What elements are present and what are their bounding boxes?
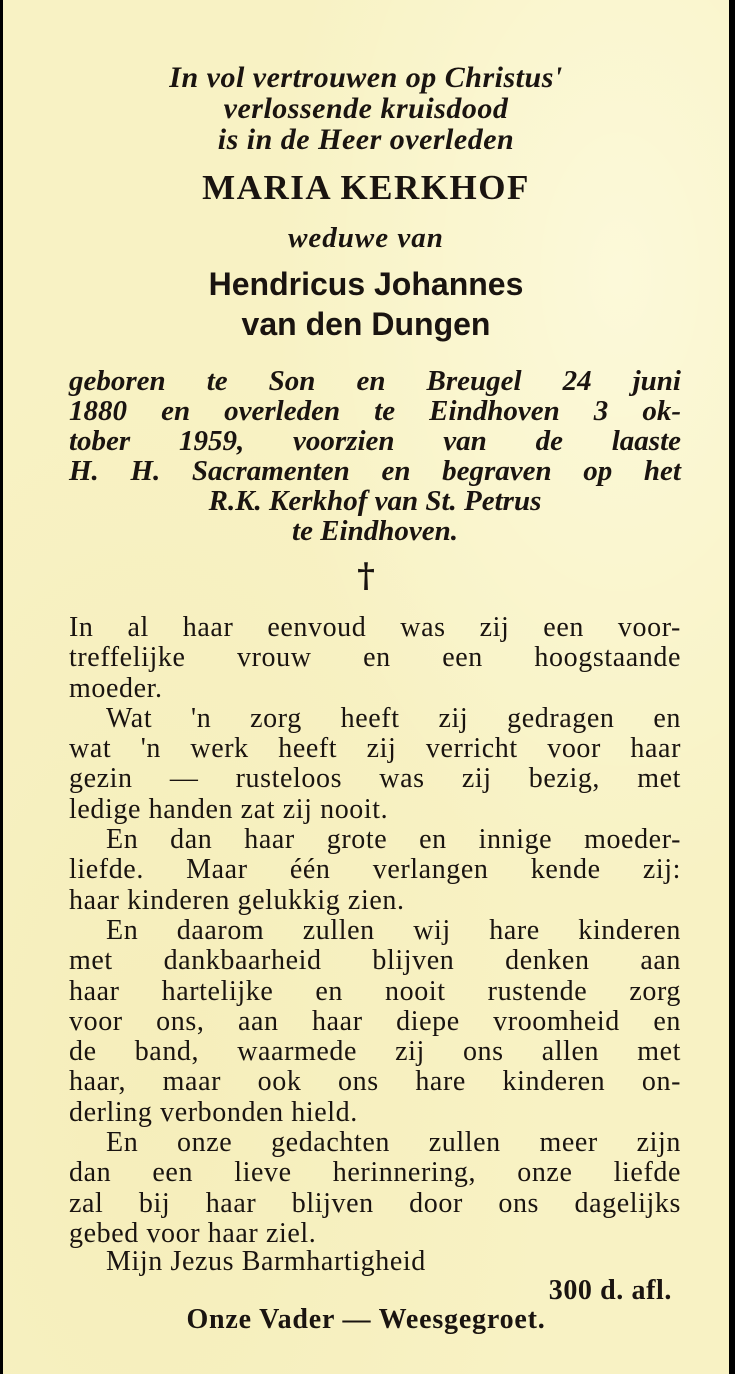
memorial-card	[3, 0, 729, 1374]
eulogy-line: En daarom zullen wij hare kinderen	[106, 914, 681, 946]
eulogy-line: met dankbaarheid blijven denken aan	[69, 945, 681, 977]
eulogy-line: derling verbonden hield.	[69, 1096, 358, 1128]
eulogy-line: En dan haar grote en innige moeder-	[106, 824, 681, 856]
eulogy-line: haar, maar ook ons hare kinderen on-	[69, 1066, 681, 1098]
eulogy-line: In al haar eenvoud was zij een voor-	[69, 612, 681, 643]
eulogy-line: haar hartelijke en nooit rustende zorg	[69, 975, 681, 1007]
husband-name-line: van den Dungen	[241, 306, 491, 342]
eulogy-line: ledige handen zat zij nooit.	[69, 793, 389, 825]
details-line: tober 1959, voorzien van de laaste	[69, 425, 681, 457]
prayers-line: Onze Vader — Weesgegroet.	[186, 1304, 546, 1335]
details-line: H. H. Sacramenten en begraven op het	[69, 455, 681, 487]
eulogy-line: voor ons, aan haar diepe vroomheid en	[69, 1005, 681, 1037]
eulogy-line: wat 'n werk heeft zij verricht voor haar	[69, 733, 681, 765]
closing-prayer: Mijn Jezus Barmhartigheid	[106, 1246, 426, 1277]
widow-of-label: weduwe van	[288, 222, 444, 254]
eulogy-line: En onze gedachten zullen meer zijn	[106, 1127, 681, 1159]
intro-text	[3, 62, 729, 155]
details-line: 1880 en overleden te Eindhoven 3 ok-	[69, 395, 681, 427]
eulogy-line: moeder.	[69, 672, 163, 704]
eulogy-line: Wat 'n zorg heeft zij gedragen en	[106, 702, 681, 734]
intro-line: In vol vertrouwen op Christus'	[169, 61, 563, 94]
eulogy-line: de band, waarmede zij ons allen met	[69, 1036, 681, 1068]
eulogy-text	[69, 613, 681, 1249]
eulogy-line: zal bij haar blijven door ons dagelijks	[69, 1187, 681, 1219]
eulogy-line: liefde. Maar één verlangen kende zij:	[69, 854, 681, 886]
intro-line: is in de Heer overleden	[217, 123, 515, 156]
indulgence-note: 300 d. afl.	[548, 1275, 672, 1306]
details-line: te Eindhoven.	[292, 515, 458, 547]
eulogy-line: dan een lieve herinnering, onze liefde	[69, 1157, 681, 1189]
intro-line: verlossende kruisdood	[223, 92, 509, 125]
deceased-name: MARIA KERKHOF	[202, 168, 530, 207]
eulogy-line: haar kinderen gelukkig zien.	[69, 884, 405, 916]
details-line: R.K. Kerkhof van St. Petrus	[208, 485, 542, 517]
birth-death-details	[69, 366, 681, 546]
details-line: geboren te Son en Breugel 24 juni	[69, 365, 681, 397]
eulogy-line: gebed voor haar ziel.	[69, 1217, 317, 1249]
eulogy-line: treffelijke vrouw en een hoogstaande	[69, 642, 681, 674]
cross-icon: †	[357, 556, 375, 596]
eulogy-line: gezin — rusteloos was zij bezig, met	[69, 763, 681, 795]
husband-name-line: Hendricus Johannes	[208, 266, 524, 302]
husband-name	[3, 264, 729, 344]
